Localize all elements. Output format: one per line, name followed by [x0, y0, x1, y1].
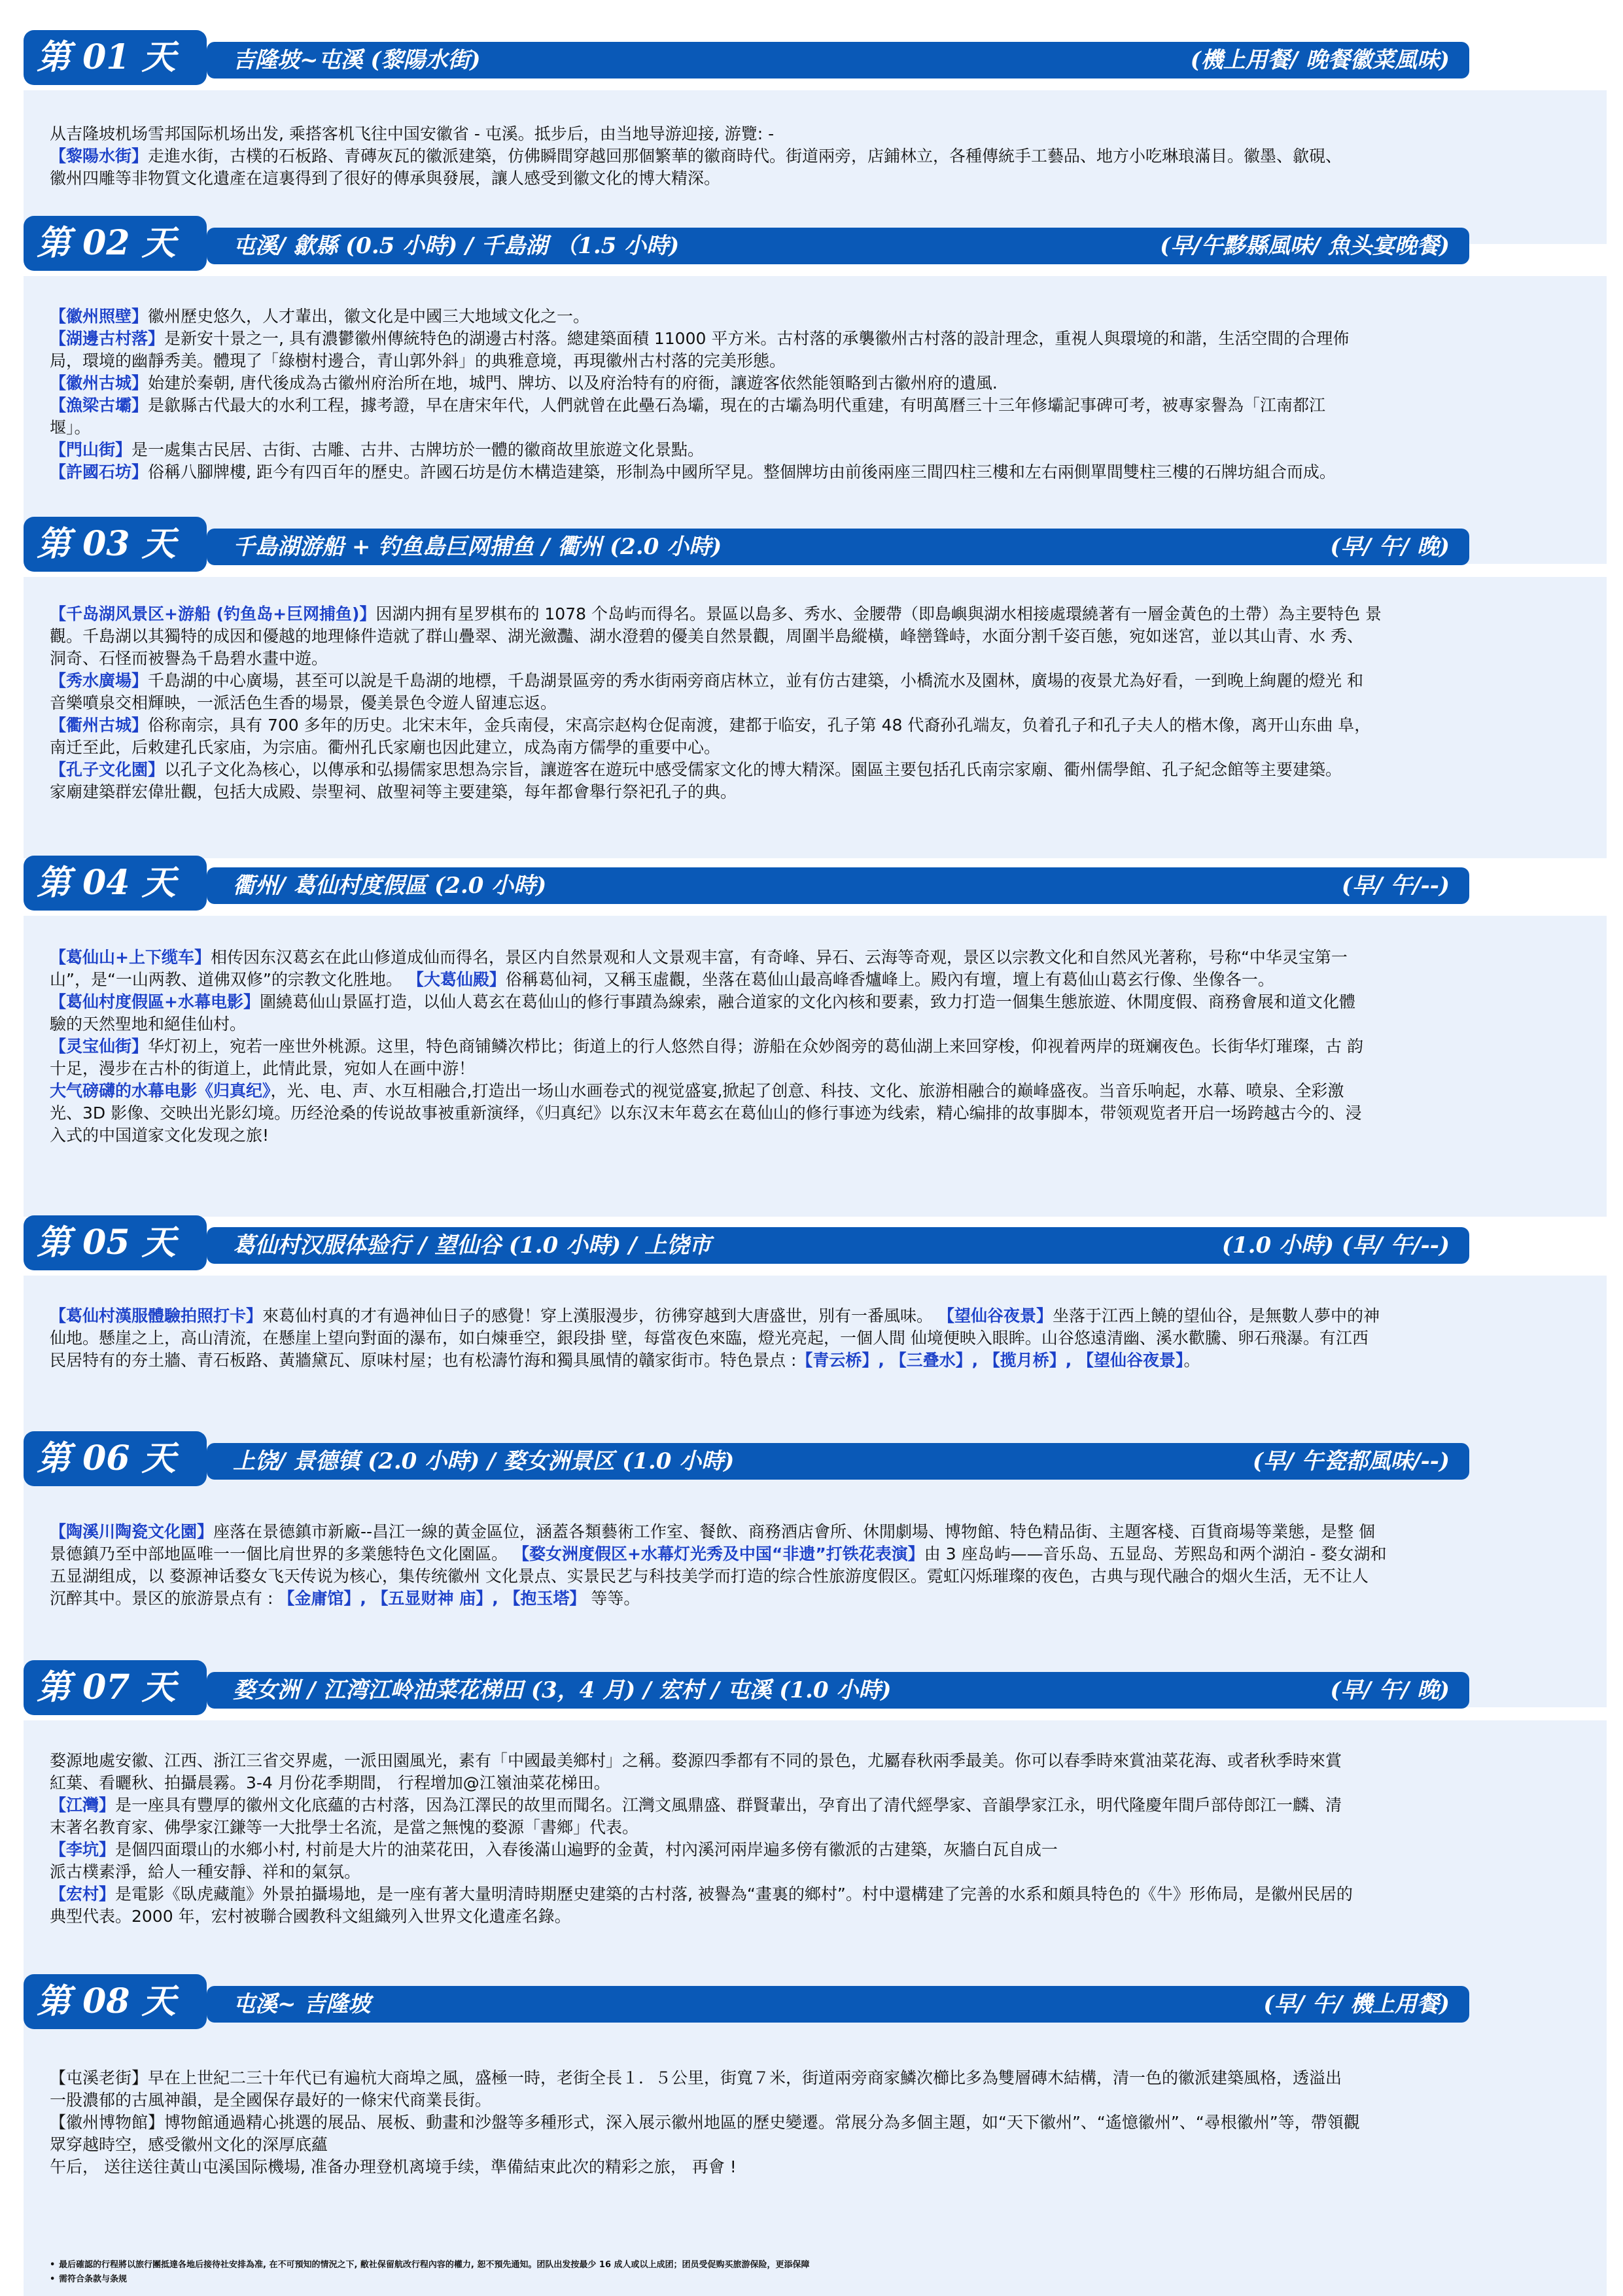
description-text: 五显湖组成，以 婺源神话婺女飞天传说为核心，集传统徽州 文化景点、实景民艺与科技美学而打造的综合性旅游度假区。霓虹闪烁璀璨的夜色，古典与现代融合的烟火生活，无不让人: [50, 1567, 1369, 1586]
description-line: [24, 714, 1607, 737]
description-text: 是一處集古民居、古街、古雕、古井、古牌坊於一體的徽商故里旅遊文化景點。: [131, 440, 705, 459]
description-text: 因湖内拥有星罗棋布的 1078 个岛屿而得名。景區以島多、秀水、金腰帶（即島嶼與湖水相接處環繞著有一層金黃色的土帶）為主要特色 景: [375, 604, 1382, 623]
description-line: [24, 2112, 1607, 2134]
day-meals: (1.0 小時) (早/ 午/--): [1221, 1232, 1450, 1259]
day-meals: (早/ 午/ 機上用餐): [1263, 1991, 1450, 2017]
description-line: [24, 1772, 1607, 1794]
description-text: 俗稱八腳牌樓, 距今有四百年的歷史。許國石坊是仿木構造建築，形制為中國所罕見。整個牌坊由前後兩座三間四柱三樓和左右兩側單間雙柱三樓的石牌坊組合而成。: [148, 462, 1336, 481]
attraction-name: 【黎陽水街】: [50, 147, 148, 165]
attraction-name: 【葛仙村度假區+水幕电影】: [50, 992, 260, 1011]
footer-notes: [50, 2258, 810, 2287]
description-line: [24, 1905, 1607, 1928]
description-text: 入式的中国道家文化发现之旅!: [50, 1126, 270, 1145]
attraction-name: 【葛仙山+上下缆车】: [50, 948, 211, 967]
day-meals: (機上用餐/ 晚餐徽菜風味): [1190, 47, 1450, 73]
day-meals: (早/ 午瓷都風味/--): [1252, 1448, 1450, 1474]
attraction-name: 【灵宝仙街】: [50, 1037, 148, 1056]
description-text: 婺源地處安徽、江西、浙江三省交界處，一派田園風光，素有「中國最美鄉村」之稱。婺源四季都有不同的景色，尤屬春秋兩季最美。你可以春季時來賞油菜花海、或者秋季時來賞: [50, 1751, 1342, 1770]
description-line: [24, 625, 1607, 648]
description-text: 。: [1183, 1351, 1200, 1370]
description-line: [24, 145, 1607, 167]
day-route: 上饶/ 景德镇 (2.0 小時) / 婺女洲景区 (1.0 小時): [233, 1448, 735, 1474]
description-line: [24, 737, 1607, 759]
day-title-band: [207, 867, 1469, 904]
description-line: [24, 439, 1607, 461]
description-text: 华灯初上，宛若一座世外桃源。这里，特色商铺鳞次栉比；街道上的行人悠然自得；游船在众妙阁旁的葛仙湖上来回穿梭，仰视着两岸的斑斓夜色。长街华灯璀璨，古 韵: [148, 1037, 1363, 1056]
day-badge: 第 04 天: [24, 856, 207, 911]
footer-note: • 需符合条款与条规: [50, 2274, 128, 2284]
description-text: 驗的天然聖地和絕佳仙村。: [50, 1015, 247, 1034]
description-text: 堰」。: [50, 418, 91, 437]
description-line: [24, 1058, 1607, 1080]
description-line: [24, 123, 1607, 145]
description-line: [24, 947, 1607, 969]
description-line: [24, 1588, 1607, 1610]
day-badge: 第 06 天: [24, 1431, 207, 1486]
description-line: [24, 1013, 1607, 1035]
attraction-name: 【青云桥】, 【三叠水】, 【揽月桥】, 【望仙谷夜景】: [796, 1351, 1184, 1370]
description-line: [24, 1349, 1607, 1372]
day-header: [24, 1969, 1607, 2034]
description-line: [24, 648, 1607, 670]
day-header: [24, 1210, 1607, 1276]
description-line: [24, 969, 1607, 991]
day-title-band: [207, 42, 1469, 78]
description-text: 以孔子文化為核心，以傳承和弘揚儒家思想為宗旨，讓遊客在遊玩中感受儒家文化的博大精深。園區主要包括孔氏南宗家廟、衢州儒學館、孔子紀念館等主要建築。: [164, 760, 1342, 779]
day-description: [24, 916, 1607, 1217]
description-text: ，光、电、声、水互相融合,打造出一场山水画卷式的视觉盛宴,掀起了创意、科技、文化、旅游相融合的巅峰盛夜。当音乐响起，水幕、喷泉、全彩激: [270, 1081, 1344, 1100]
description-text: 从吉隆坡机场雪邦国际机场出发, 乘搭客机飞往中国安徽省 - 屯溪。抵步后，由当地导游迎接, 游覽: -: [50, 124, 775, 143]
description-line: [24, 603, 1607, 625]
attraction-name: 【許國石坊】: [50, 462, 148, 481]
attraction-name: 【湖邊古村落】: [50, 329, 165, 348]
description-text: 仙地。懸崖之上，高山清流，在懸崖上望向對面的瀑布，如白煉垂空，銀段掛 壁，每當夜色來臨，燈光亮起，一個人間 仙境便映入眼眸。山谷悠遠清幽、溪水歡騰、卵石飛瀑。有江西: [50, 1329, 1369, 1348]
day-badge: 第 08 天: [24, 1974, 207, 2029]
day-title-band: [207, 228, 1469, 264]
description-text: 光、3D 影像、交映出光影幻境。历经沧桑的传说故事被重新演绎，《归真纪》以东汉末年葛玄在葛仙山的修行事迹为线索，精心编排的故事脚本，带领观览者开启一场跨越古今的、浸: [50, 1104, 1362, 1122]
description-line: [24, 417, 1607, 439]
description-line: [24, 2089, 1607, 2112]
attraction-name: 【秀水廣場】: [50, 671, 148, 690]
description-text: 座落在景德鎮市新廠--昌江一線的黃金區位，涵蓋各類藝術工作室、餐飲、商務酒店會所、休閒劇場、博物館、特色精品街、主題客棧、百貨商場等業態，是整 個: [213, 1522, 1376, 1541]
description-text: 來葛仙村真的才有過神仙日子的感覺！穿上漢服漫步，彷彿穿越到大唐盛世，別有一番風味。: [262, 1306, 938, 1325]
description-text: 是電影《臥虎藏龍》外景拍攝場地，是一座有著大量明清時期歷史建築的古村落, 被譽為“畫裏的鄉村”。村中還構建了完善的水系和頗具特色的《牛》形佈局，是徽州民居的: [115, 1885, 1353, 1904]
day-header: [24, 1426, 1607, 1491]
description-line: [24, 1102, 1607, 1124]
description-text: 俗稱葛仙祠，又稱玉虛觀，坐落在葛仙山最高峰香爐峰上。殿內有壇，壇上有葛仙山葛玄行像、坐像各一。: [505, 970, 1274, 989]
attraction-name: 【衢州古城】: [50, 716, 148, 735]
day-meals: (早/午黟縣風味/ 魚头宴晚餐): [1160, 233, 1450, 259]
attraction-name: 【宏村】: [50, 1885, 116, 1904]
description-line: [24, 1035, 1607, 1058]
day-route: 衢州/ 葛仙村度假區 (2.0 小時): [233, 873, 547, 899]
day-header: [24, 512, 1607, 577]
description-text: 沉醉其中。景区的旅游景点有 :: [50, 1589, 279, 1608]
attraction-name: 【孔子文化園】: [50, 760, 165, 779]
day-badge: 第 02 天: [24, 216, 207, 271]
description-text: 局，環境的幽靜秀美。體現了「綠樹村邊合，青山郭外斜」的典雅意境，再現徽州古村落的完美形態。: [50, 351, 786, 370]
description-text: 眾穿越時空，感受徽州文化的深厚底蘊: [50, 2135, 328, 2154]
description-text: 派古樸素淨，給人一種安靜、祥和的氣氛。: [50, 1862, 361, 1881]
description-text: 南迁至此，后敕建孔氏家庙，为宗庙。衢州孔氏家廟也因此建立，成為南方儒學的重要中心。: [50, 738, 721, 757]
description-text: 由 3 座岛屿——音乐岛、五显岛、芳熙岛和两个湖泊 - 婺女湖和: [924, 1544, 1387, 1563]
description-line: [24, 461, 1607, 483]
description-text: 一股濃郁的古風神韻，是全國保存最好的一條宋代商業長街。: [50, 2091, 492, 2110]
description-line: [24, 1327, 1607, 1349]
description-text: 景德鎮乃至中部地區唯一一個比肩世界的多業態特色文化園區。: [50, 1544, 513, 1563]
description-text: 千島湖的中心廣場，甚至可以說是千島湖的地標，千島湖景區旁的秀水街兩旁商店林立，並有仿古建築，小橋流水及園林，廣場的夜景尤為好看，一到晚上絢麗的燈光 和: [148, 671, 1363, 690]
description-line: [24, 328, 1607, 350]
description-line: [24, 394, 1607, 417]
description-text: 十足，漫步在古朴的街道上，此情此景，宛如人在画中游！: [50, 1059, 476, 1078]
day-header: [24, 25, 1607, 90]
description-text: 徽州四雕等非物質文化遺產在這裏得到了很好的傳承與發展，讓人感受到徽文化的博大精深。: [50, 169, 721, 188]
description-text: 是一座具有豐厚的徽州文化底蘊的古村落，因為江澤民的故里而聞名。江灣文風鼎盛、群賢輩出，孕育出了清代經學家、音韻學家江永，明代隆慶年間戶部侍郎江一麟、清: [115, 1796, 1342, 1815]
description-line: [24, 305, 1607, 328]
description-line: [24, 991, 1607, 1013]
description-line: [24, 1565, 1607, 1588]
description-line: [24, 350, 1607, 372]
description-text: 音樂噴泉交相輝映，一派活色生香的場景，優美景色令遊人留連忘返。: [50, 693, 557, 712]
attraction-name: 【李坑】: [50, 1840, 116, 1859]
day-header: [24, 211, 1607, 276]
attraction-name: 【望仙谷夜景】: [937, 1306, 1053, 1325]
day-header: [24, 1655, 1607, 1720]
day-route: 屯溪/ 歙縣 (0.5 小時) / 千島湖 （1.5 小時): [233, 233, 680, 259]
description-text: 始建於秦朝, 唐代後成為古徽州府治所在地，城門、牌坊、以及府治特有的府衙，讓遊客依然能領略到古徽州府的遺風.: [148, 374, 998, 392]
day-badge: 第 01 天: [24, 30, 207, 85]
description-line: [24, 1543, 1607, 1565]
description-text: 是個四面環山的水鄉小村, 村前是大片的油菜花田，入春後滿山遍野的金黃，村內溪河兩岸遍多傍有徽派的古建築，灰牆白瓦自成一: [115, 1840, 1058, 1859]
attraction-name: 【門山街】: [50, 440, 132, 459]
attraction-name: 【徽州古城】: [50, 374, 148, 392]
description-text: 坐落于江西上饒的望仙谷，是無數人夢中的神: [1052, 1306, 1380, 1325]
day-description: [24, 2034, 1607, 2296]
description-text: 是歙縣古代最大的水利工程，據考證，早在唐宋年代，人們就曾在此壘石為壩，現在的古壩為明代重建，有明萬曆三十三年修壩記事碑可考，被專家譽為「江南都江: [148, 396, 1326, 415]
description-line: [24, 1794, 1607, 1817]
day-header: [24, 850, 1607, 916]
description-text: 等等。: [585, 1589, 640, 1608]
description-text: 午后， 送往送往黃山屯溪国际機場, 准备办理登机离境手续，準備結束此次的精彩之旅， 再會 !: [50, 2157, 737, 2176]
attraction-name: 【陶溪川陶瓷文化園】: [50, 1522, 214, 1541]
description-text: 相传因东汉葛玄在此山修道成仙而得名，景区内自然景观和人文景观丰富，有奇峰、异石、云海等奇观，景区以宗教文化和自然风光著称，号称“中华灵宝第一: [210, 948, 1348, 967]
description-text: 是新安十景之一, 具有濃鬱徽州傳統特色的湖邊古村落。總建築面積 11000 平方米。古村落的承襲徽州古村落的設計理念，重視人與環境的和諧，生活空間的合理佈: [164, 329, 1350, 348]
description-line: [24, 1861, 1607, 1883]
day-title-band: [207, 1672, 1469, 1709]
day-badge: 第 05 天: [24, 1215, 207, 1270]
attraction-name: 【金庸馆】, 【五显财神 庙】, 【抱玉塔】: [278, 1589, 586, 1608]
description-text: 觀。千島湖以其獨特的成因和優越的地理條件造就了群山疊翠、湖光瀲灩、湖水澄碧的優美自然景觀，周圍半島縱橫，峰巒聳峙，水面分割千姿百態，宛如迷宮，並以其山青、水 秀、: [50, 627, 1363, 646]
description-line: [24, 2156, 1607, 2178]
description-line: [24, 167, 1607, 190]
description-line: [24, 372, 1607, 394]
description-line: [24, 670, 1607, 692]
attraction-name: 【徽州照壁】: [50, 307, 148, 326]
description-line: [24, 1817, 1607, 1839]
day-route: 婺女洲 / 江湾江岭油菜花梯田 (3，4 月) / 宏村 / 屯溪 (1.0 小時): [233, 1677, 892, 1703]
day-description: [24, 577, 1607, 858]
description-text: 洞奇、石怪而被譽為千島碧水畫中遊。: [50, 649, 328, 668]
description-line: [24, 1080, 1607, 1102]
day-badge: 第 07 天: [24, 1660, 207, 1715]
description-line: [24, 1883, 1607, 1905]
day-route: 葛仙村汉服体验行 / 望仙谷 (1.0 小時) / 上饶市: [233, 1232, 712, 1259]
day-route: 吉隆坡~屯溪 (黎陽水街): [233, 47, 481, 73]
day-title-band: [207, 1227, 1469, 1264]
description-line: [24, 2134, 1607, 2156]
day-route: 千島湖游船 + 钓鱼島巨网捕鱼 / 衢州 (2.0 小時): [233, 534, 722, 560]
attraction-name: 【千岛湖风景区+游船 (钓鱼岛+巨网捕鱼)】: [50, 604, 376, 623]
description-text: 俗称南宗，具有 700 多年的历史。北宋末年，金兵南侵，宋高宗赵构仓促南渡，建都于临安，孔子第 48 代裔孙孔端友，负着孔子和孔子夫人的楷木像，离开山东曲 阜，: [148, 716, 1371, 735]
description-line: [24, 1750, 1607, 1772]
attraction-name: 【葛仙村漢服體驗拍照打卡】: [50, 1306, 263, 1325]
day-badge: 第 03 天: [24, 517, 207, 572]
description-text: 走進水街，古樸的石板路、青磚灰瓦的徽派建築，仿佛瞬間穿越回那個繁華的徽商時代。街道兩旁，店鋪林立，各種傳統手工藝品、地方小吃琳琅滿目。徽墨、歙硯、: [148, 147, 1342, 165]
description-line: [24, 1839, 1607, 1861]
description-line: [24, 1124, 1607, 1147]
description-line: [24, 2067, 1607, 2089]
attraction-name: 【江灣】: [50, 1796, 116, 1815]
description-text: 【徽州博物館】博物館通過精心挑選的展品、展板、動畫和沙盤等多種形式，深入展示徽州地區的歷史變遷。常展分為多個主題，如“天下徽州”、“遙憶徽州”、“尋根徽州”等，帶領觀: [50, 2113, 1360, 2132]
description-line: [24, 692, 1607, 714]
description-line: [24, 759, 1607, 781]
day-title-band: [207, 1443, 1469, 1480]
day-meals: (早/ 午/ 晚): [1330, 534, 1450, 560]
attraction-name: 【漁梁古壩】: [50, 396, 148, 415]
description-text: 【屯溪老街】早在上世紀二三十年代已有遍杭大商埠之風，盛極一時，老街全長１．５公里，街寬７米，街道兩旁商家鱗次櫛比多為雙層磚木結構，清一色的徽派建築風格，透溢出: [50, 2068, 1342, 2087]
description-line: [24, 781, 1607, 803]
day-meals: (早/ 午/ 晚): [1330, 1677, 1450, 1703]
day-meals: (早/ 午/--): [1341, 873, 1450, 899]
attraction-name: 大气磅礴的水幕电影《归真纪》: [50, 1081, 271, 1100]
description-line: [24, 1305, 1607, 1327]
description-text: 家廟建築群宏偉壯觀，包括大成殿、崇聖祠、啟聖祠等主要建築，每年都會舉行祭祀孔子的典。: [50, 782, 737, 801]
description-text: 圍繞葛仙山景區打造，以仙人葛玄在葛仙山的修行事蹟為線索，融合道家的文化內核和要素，致力打造一個集生態旅遊、休閒度假、商務會展和道文化體: [259, 992, 1355, 1011]
attraction-name: 【婺女洲度假区+水幕灯光秀及中国“非遗”打铁花表演】: [512, 1544, 924, 1563]
day-title-band: [207, 529, 1469, 565]
attraction-name: 【大葛仙殿】: [407, 970, 506, 989]
description-text: 山”，是“一山两教、道佛双修”的宗教文化胜地。: [50, 970, 408, 989]
description-text: 民居特有的夯土牆、青石板路、黃牆黛瓦、原味村屋；也有松濤竹海和獨具風情的贛家街市。特色景点 :: [50, 1351, 797, 1370]
day-title-band: [207, 1986, 1469, 2023]
description-line: [24, 1521, 1607, 1543]
footer-note: • 最后確認的行程將以旅行團抵達各地后接待社安排為准, 在不可預知的情況之下, 敝社保留航改行程內容的權力, 恕不預先通知。团队出发按最少 16 成人或以上成团；团员受促购买旅游保险，更添保障: [50, 2260, 810, 2270]
description-text: 紅葉、看曬秋、拍攝晨霧。3-4 月份花季期間， 行程增加@江嶺油菜花梯田。: [50, 1773, 610, 1792]
description-text: 徽州歷史悠久，人才輩出，徽文化是中國三大地域文化之一。: [148, 307, 590, 326]
description-text: 典型代表。2000 年，宏村被聯合國教科文組織列入世界文化遺產名錄。: [50, 1907, 571, 1926]
description-text: 末著名教育家、佛學家江鎌等一大批學士名流，是當之無愧的婺源「書鄉」代表。: [50, 1818, 639, 1837]
day-route: 屯溪~ 吉隆坡: [233, 1991, 371, 2017]
